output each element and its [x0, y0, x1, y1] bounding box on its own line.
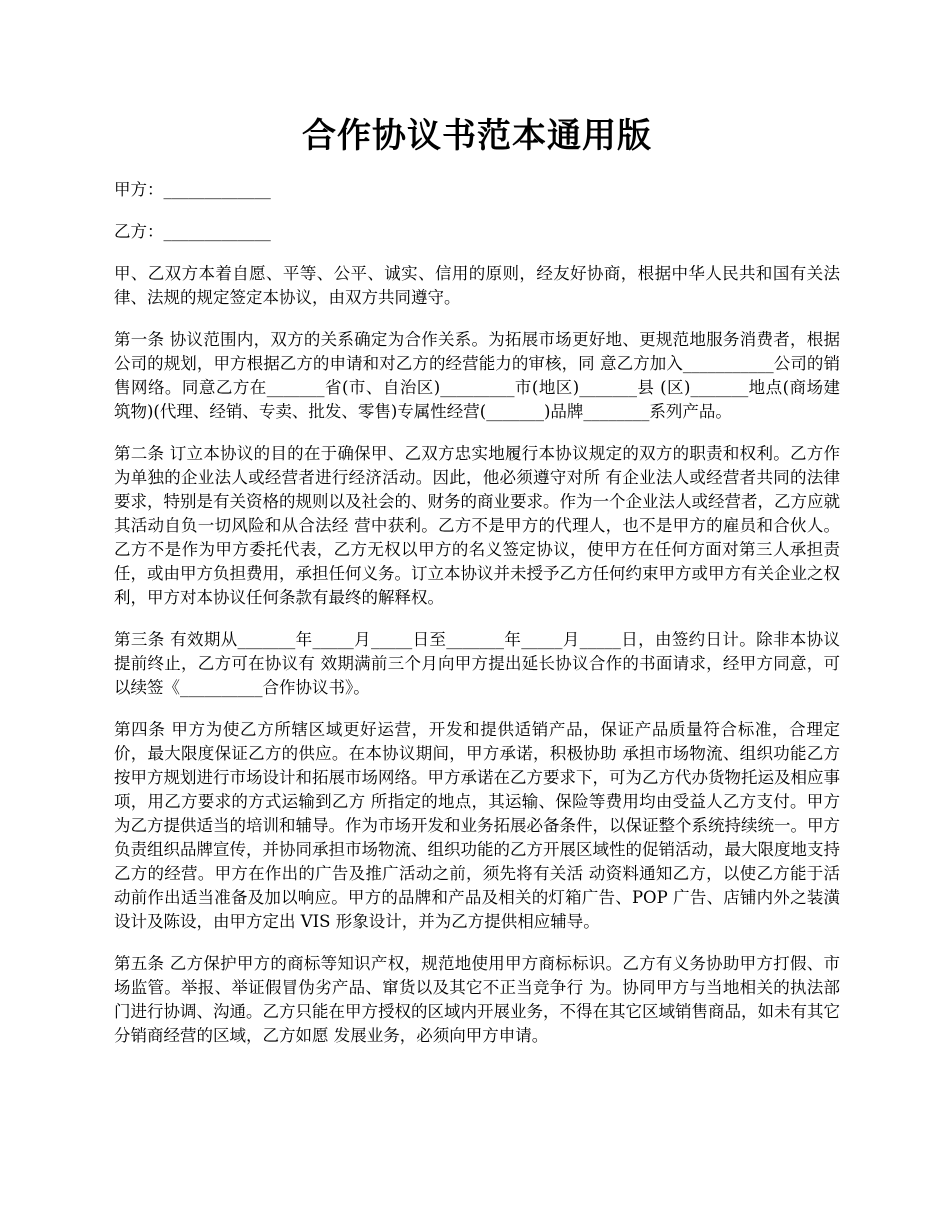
article-5-paragraph: 第五条 乙方保护甲方的商标等知识产权，规范地使用甲方商标标识。乙方有义务协助甲方打假、市场监管。举报、举证假冒伪劣产品、窜货以及其它不正当竞争行 为。协同甲方与当地相关的执法部门进行协调、沟通。乙方只能在甲方授权的区域内开展业务，不得在其它区域销售商品，如未有其它分销商经营的区域，乙方如愿 发展业务，必须向甲方申请。: [114, 954, 840, 1045]
article-1-paragraph: 第一条 协议范围内，双方的关系确定为合作关系。为拓展市场更好地、更规范地服务消费者，根据公司的规划，甲方根据乙方的申请和对乙方的经营能力的审核，同 意乙方加入___________公司的销售网络。同意乙方在_______省(市、自治区)_________市(地区)_______县 (区)_______地点(商场建筑物)(代理、经销、专卖、批发、零售)专属性经营(_______)品牌________系列产品。: [114, 330, 840, 421]
article-2-paragraph: 第二条 订立本协议的目的在于确保甲、乙双方忠实地履行本协议规定的双方的职责和权利。乙方作为单独的企业法人或经营者进行经济活动。因此，他必须遵守对所 有企业法人或经营者共同的法律要求，特别是有关资格的规则以及社会的、财务的商业要求。作为一个企业法人或经营者，乙方应就其活动自负一切风险和从合法经 营中获利。乙方不是甲方的代理人，也不是甲方的雇员和合伙人。乙方不是作为甲方委托代表，乙方无权以甲方的名义签定协议，使甲方在任何方面对第三人承担责任，或由甲方负担费用，承担任何义务。订立本协议并未授予乙方任何约束甲方或甲方有关企业之权利，甲方对本协议任何条款有最终的解释权。: [114, 444, 840, 607]
document-body: [114, 178, 840, 1066]
document-title: 合作协议书范本通用版: [302, 116, 652, 156]
party-a-line: 甲方：_____________: [114, 180, 271, 199]
party-b-line: 乙方：_____________: [114, 222, 271, 241]
article-4-paragraph: 第四条 甲方为使乙方所辖区域更好运营，开发和提供适销产品，保证产品质量符合标准，合理定价，最大限度保证乙方的供应。在本协议期间，甲方承诺，积极协助 承担市场物流、组织功能乙方按甲方规划进行市场设计和拓展市场网络。甲方承诺在乙方要求下，可为乙方代办货物托运及相应事项，用乙方要求的方式运输到乙方 所指定的地点，其运输、保险等费用均由受益人乙方支付。甲方为乙方提供适当的培训和辅导。作为市场开发和业务拓展必备条件，以保证整个系统持续统一。甲方 负责组织品牌宣传，并协同承担市场物流、组织功能的乙方开展区域性的促销活动，最大限度地支持乙方的经营。甲方在作出的广告及推广活动之前，须先将有关活 动资料通知乙方，以使乙方能于活动前作出适当准备及加以响应。甲方的品牌和产品及相关的灯箱广告、POP 广告、店铺内外之装潢设计及陈设，由甲方定出 VIS 形象设计，并为乙方提供相应辅导。: [114, 720, 840, 931]
preamble-paragraph: 甲、乙双方本着自愿、平等、公平、诚实、信用的原则，经友好协商，根据中华人民共和国有关法律、法规的规定签定本协议，由双方共同遵守。: [114, 264, 840, 307]
article-3-paragraph: 第三条 有效期从_______年_____月_____日至_______年_____月_____日，由签约日计。除非本协议提前终止，乙方可在协议有 效期满前三个月向甲方提出延长协议合作的书面请求，经甲方同意，可以续签《__________合作协议书》。: [114, 630, 840, 697]
